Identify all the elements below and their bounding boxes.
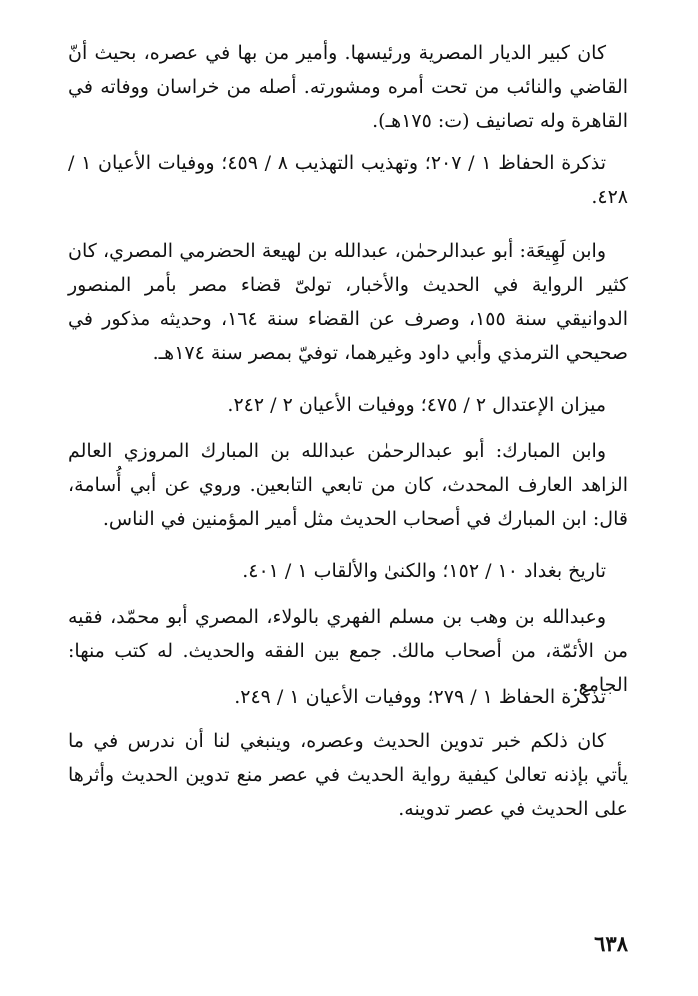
reference-line-2: ميزان الإعتدال ٢ / ٤٧٥؛ ووفيات الأعيان ٢ / ٢٤٢.: [227, 394, 606, 416]
reference-line-1: تذكرة الحفاظ ١ / ٢٠٧؛ وتهذيب التهذيب ٨ / ٤٥٩؛ ووفيات الأعيان ١ / ٤٢٨.: [68, 152, 628, 208]
biography-paragraph-ibn-wahb: وعبدالله بن وهب بن مسلم الفهري بالولاء، المصري أبو محمّد، فقيه من الأئمّة، من أصحاب مالك. جمع بين الفقه والحديث. له كتب منها: الجامع.: [68, 606, 628, 696]
closing-paragraph: كان ذلكم خبر تدوين الحديث وعصره، وينبغي لنا أن ندرس في ما يأتي بإذنه تعالىٰ كيفية رواية الحديث في عصر منع تدوين الحديث وأثرها على الحديث في عصر تدوينه.: [68, 730, 628, 820]
reference-line-4: تذكرة الحفاظ ١ / ٢٧٩؛ ووفيات الأعيان ١ / ٢٤٩.: [234, 686, 606, 708]
biography-paragraph-ibn-lahiah: وابن لَهِيعَة: أبو عبدالرحمٰن، عبدالله بن لهيعة الحضرمي المصري، كان كثير الرواية في الحديث والأخبار، تولىّ قضاء مصر بأمر المنصور الدوانيقي سنة ١٥٥، وصرف عن القضاء سنة ١٦٤، وحديثه مذكور في صحيحي الترمذي وأبي داود وغيرهما، توفيّ بمصر سنة ١٧٤هـ.: [68, 240, 628, 364]
biography-paragraph-1: كان كبير الديار المصرية ورئيسها. وأمير من بها في عصره، بحيث أنّ القاضي والنائب من تحت أمره ومشورته. أصله من خراسان ووفاته في القاهرة وله تصانيف (ت: ١٧٥هـ).: [68, 42, 628, 132]
page-number: ٦٣٨: [594, 931, 628, 956]
reference-line-3: تاريخ بغداد ١٠ / ١٥٢؛ والكنىٰ والألقاب ١ / ٤٠١.: [242, 560, 606, 582]
biography-paragraph-ibn-al-mubarak: وابن المبارك: أبو عبدالرحمٰن عبدالله بن المبارك المروزي العالم الزاهد العارف المحدث، كان من تابعي التابعين. وروي عن أبي أُسامة، قال: ابن المبارك في أصحاب الحديث مثل أمير المؤمنين في الناس.: [68, 440, 628, 530]
